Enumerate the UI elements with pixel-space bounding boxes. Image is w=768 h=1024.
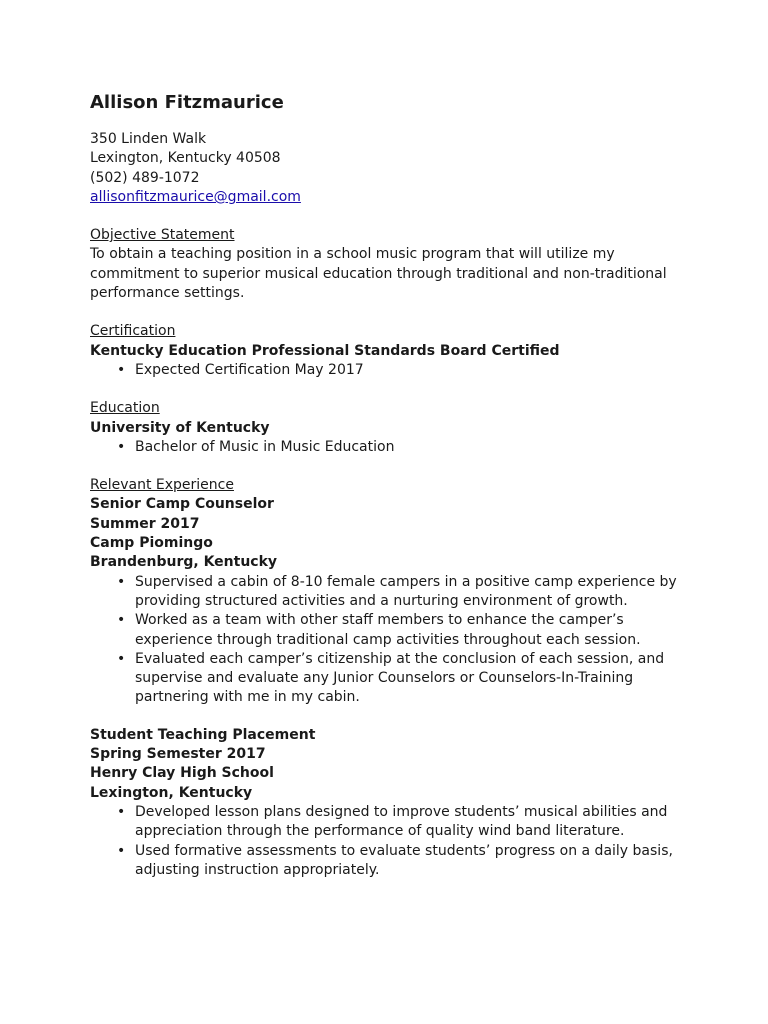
candidate-name: Allison Fitzmaurice xyxy=(90,92,284,113)
list-item-text: experience through traditional camp activities throughout each session. xyxy=(135,631,641,648)
job-organization: Henry Clay High School xyxy=(90,765,274,782)
list-item-text: appreciation through the performance of quality wind band literature. xyxy=(135,823,625,840)
list-item-text: Used formative assessments to evaluate students’ progress on a daily basis, xyxy=(135,842,673,859)
list-item-text: partnering with me in my cabin. xyxy=(135,689,360,706)
job-title: Senior Camp Counselor xyxy=(90,496,274,513)
bullet-icon: • xyxy=(117,803,126,820)
list-item xyxy=(117,611,690,650)
job-date: Summer 2017 xyxy=(90,515,200,532)
job-date: Spring Semester 2017 xyxy=(90,746,266,763)
bullet-icon: • xyxy=(117,573,126,590)
objective-line: commitment to superior musical education through traditional and non-traditional xyxy=(90,265,667,282)
job-entry xyxy=(90,726,690,880)
certification-title: Kentucky Education Professional Standards Board Certified xyxy=(90,342,560,359)
list-item xyxy=(117,803,690,842)
school-name: University of Kentucky xyxy=(90,419,270,436)
list-item-text: adjusting instruction appropriately. xyxy=(135,861,380,878)
job-title: Student Teaching Placement xyxy=(90,726,316,743)
objective-line: To obtain a teaching position in a school music program that will utilize my xyxy=(90,246,615,263)
experience-heading: Relevant Experience xyxy=(90,477,234,494)
spacer xyxy=(90,708,690,726)
list-item xyxy=(117,650,690,708)
certification-heading: Certification xyxy=(90,323,176,340)
list-item-text: Worked as a team with other staff members to enhance the camper’s xyxy=(135,612,624,629)
job-duties-list xyxy=(90,803,690,880)
certification-list xyxy=(90,361,690,380)
list-item xyxy=(117,361,690,380)
bullet-icon: • xyxy=(117,650,126,667)
list-item-text: Supervised a cabin of 8-10 female campers in a positive camp experience by xyxy=(135,573,677,590)
job-location: Brandenburg, Kentucky xyxy=(90,554,278,571)
list-item-text: supervise and evaluate any Junior Counselors or Counselors-In-Training xyxy=(135,670,634,687)
phone-number: (502) 489-1072 xyxy=(90,169,200,186)
list-item xyxy=(117,842,690,881)
bullet-icon: • xyxy=(117,361,126,378)
street-address: 350 Linden Walk xyxy=(90,131,207,147)
bullet-icon: • xyxy=(117,842,126,859)
bullet-icon: • xyxy=(117,612,126,629)
job-organization: Camp Piomingo xyxy=(90,535,213,552)
email-link[interactable]: allisonfitzmaurice@gmail.com xyxy=(90,188,301,205)
job-location: Lexington, Kentucky xyxy=(90,784,253,801)
city-state-zip: Lexington, Kentucky 40508 xyxy=(90,150,281,167)
list-item xyxy=(117,573,690,612)
list-item-text: Developed lesson plans designed to improve students’ musical abilities and xyxy=(135,803,668,820)
objective-line: performance settings. xyxy=(90,285,245,302)
contact-block xyxy=(90,130,690,207)
job-entry xyxy=(90,495,690,707)
list-item-text: providing structured activities and a nurturing environment of growth. xyxy=(135,592,628,609)
list-item-text: Bachelor of Music in Music Education xyxy=(135,438,395,455)
resume-document xyxy=(90,90,690,880)
education-heading: Education xyxy=(90,400,160,417)
bullet-icon: • xyxy=(117,438,126,455)
list-item-text: Expected Certification May 2017 xyxy=(135,361,364,378)
list-item-text: Evaluated each camper’s citizenship at the conclusion of each session, and xyxy=(135,650,665,667)
objective-heading: Objective Statement xyxy=(90,227,235,244)
list-item xyxy=(117,438,690,457)
education-list xyxy=(90,438,690,457)
job-duties-list xyxy=(90,573,690,708)
